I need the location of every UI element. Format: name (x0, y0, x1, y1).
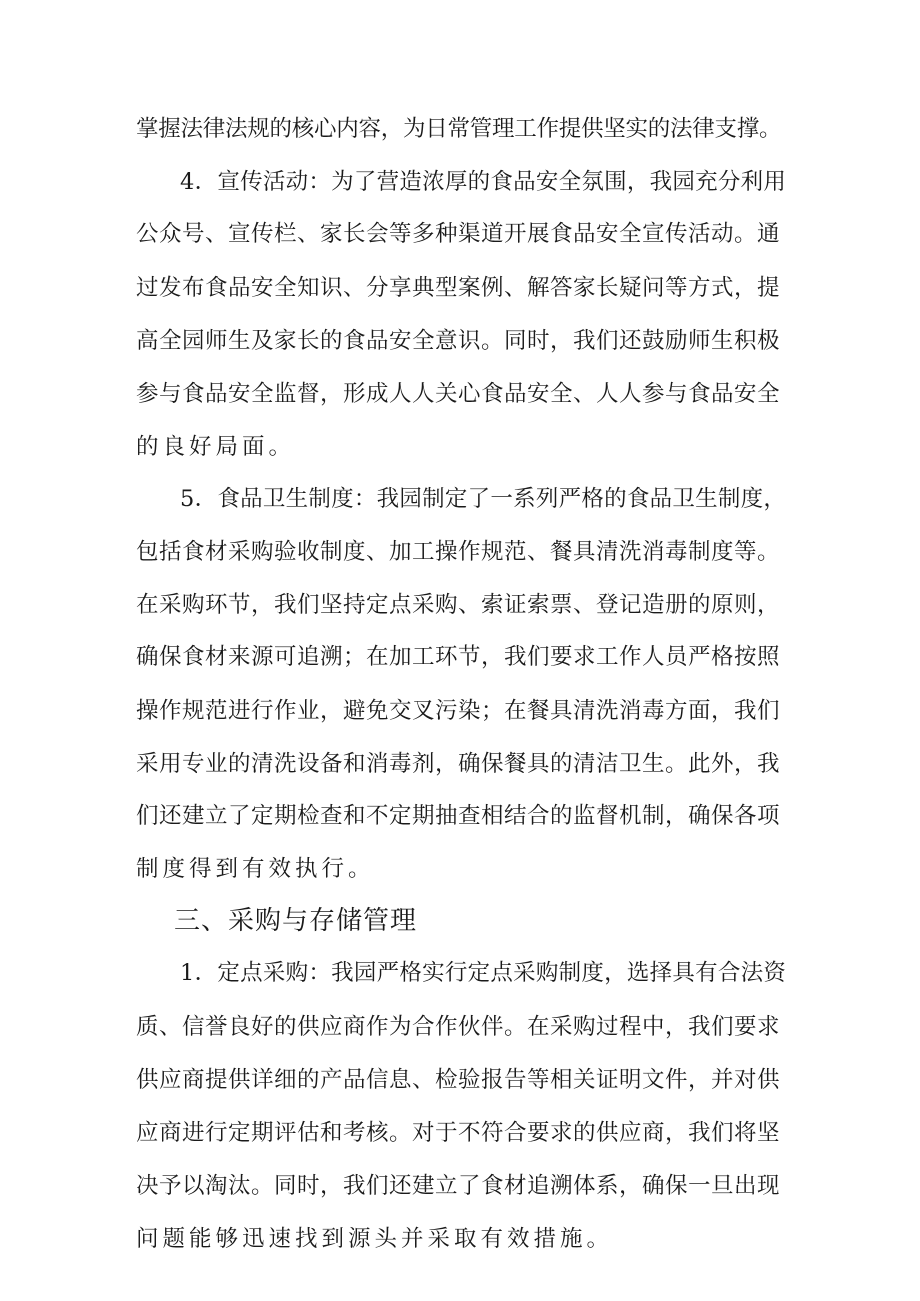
paragraph-line: 应商进行定期评估和考核。对于不符合要求的供应商，我们将坚 (136, 1120, 781, 1146)
paragraph-line: 4．宣传活动：为了营造浓厚的食品安全氛围，我园充分利用 (180, 169, 787, 195)
paragraph-line: 操作规范进行作业，避免交叉污染；在餐具清洗消毒方面，我们 (136, 698, 781, 724)
paragraph-line: 过发布食品安全知识、分享典型案例、解答家长疑问等方式，提 (136, 275, 781, 301)
paragraph-line: 的良好局面。 (136, 434, 296, 460)
paragraph-line: 制度得到有效执行。 (136, 856, 375, 882)
paragraph-line: 在采购环节，我们坚持定点采购、索证索票、登记造册的原则， (136, 592, 781, 618)
paragraph-line: 5．食品卫生制度：我园制定了一系列严格的食品卫生制度， (180, 486, 787, 512)
paragraph-line: 们还建立了定期检查和不定期抽查相结合的监督机制，确保各项 (136, 803, 781, 829)
paragraph-line: 1．定点采购：我园严格实行定点采购制度，选择具有合法资 (180, 960, 787, 986)
section-heading: 三、采购与存储管理 (174, 906, 418, 936)
paragraph-line: 供应商提供详细的产品信息、检验报告等相关证明文件，并对供 (136, 1067, 781, 1093)
paragraph-line: 参与食品安全监督，形成人人关心食品安全、人人参与食品安全 (136, 381, 781, 407)
paragraph-line: 包括食材采购验收制度、加工操作规范、餐具清洗消毒制度等。 (136, 539, 781, 565)
paragraph-line: 决予以淘汰。同时，我们还建立了食材追溯体系，确保一旦出现 (136, 1173, 781, 1199)
paragraph-line: 质、信誉良好的供应商作为合作伙伴。在采购过程中，我们要求 (136, 1014, 781, 1040)
paragraph-line: 公众号、宣传栏、家长会等多种渠道开展食品安全宣传活动。通 (136, 221, 781, 247)
paragraph-line: 高全园师生及家长的食品安全意识。同时，我们还鼓励师生积极 (136, 328, 781, 354)
paragraph-line: 采用专业的清洗设备和消毒剂，确保餐具的清洁卫生。此外，我 (136, 751, 781, 777)
paragraph-line: 确保食材来源可追溯；在加工环节，我们要求工作人员严格按照 (136, 644, 781, 670)
paragraph-line: 掌握法律法规的核心内容，为日常管理工作提供坚实的法律支撑。 (136, 116, 782, 142)
paragraph-line: 问题能够迅速找到源头并采取有效措施。 (136, 1226, 614, 1252)
